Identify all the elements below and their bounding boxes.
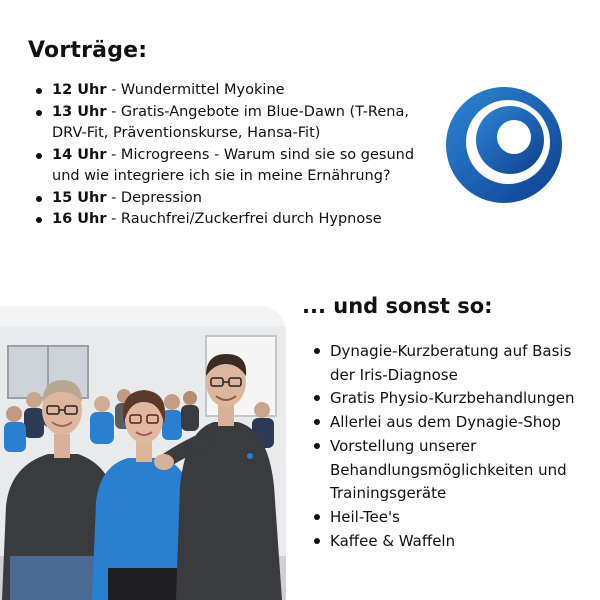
talk-time: 12 Uhr <box>52 82 107 98</box>
talk-text: - Depression <box>106 189 202 206</box>
talks-list <box>28 80 428 231</box>
extras-item: Kaffee & Waffeln <box>310 530 595 554</box>
concentric-ring-logo-icon <box>444 85 564 205</box>
extras-list <box>310 340 595 553</box>
extras-title: ... und sonst so: <box>302 294 493 318</box>
extras-item: Allerlei aus dem Dynagie-Shop <box>310 411 595 435</box>
talk-time: 16 Uhr <box>52 211 107 227</box>
talk-text: - Gratis-Angebote im Blue-Dawn (T-Rena, DRV-Fit, Präventionskurse, Hansa-Fit) <box>52 103 409 141</box>
talk-time: 13 Uhr <box>52 103 107 120</box>
talk-item <box>28 102 428 145</box>
extras-item: Vorstellung unserer Behandlungsmöglichkeiten und Trainingsgeräte <box>310 435 595 506</box>
talk-item <box>28 209 428 231</box>
logo-center <box>497 120 531 154</box>
talk-item <box>28 80 428 102</box>
talk-text: - Microgreens - Warum sind sie so gesund und wie integriere ich sie in meine Ernährung? <box>52 146 415 184</box>
team-group-photo <box>0 306 286 600</box>
extras-item: Heil-Tee's <box>310 506 595 530</box>
extras-item: Dynagie-Kurzberatung auf Basis der Iris-Diagnose <box>310 340 595 387</box>
talk-time: 15 Uhr <box>52 189 107 206</box>
talk-item <box>28 188 428 210</box>
talks-title: Vorträge: <box>28 38 148 63</box>
talk-text: - Rauchfrei/Zuckerfrei durch Hypnose <box>106 211 382 227</box>
extras-item: Gratis Physio-Kurzbehandlungen <box>310 387 595 411</box>
talk-item <box>28 145 428 188</box>
photo-ceiling <box>0 306 286 326</box>
talk-text: - Wundermittel Myokine <box>106 82 285 98</box>
talk-time: 14 Uhr <box>52 146 107 163</box>
